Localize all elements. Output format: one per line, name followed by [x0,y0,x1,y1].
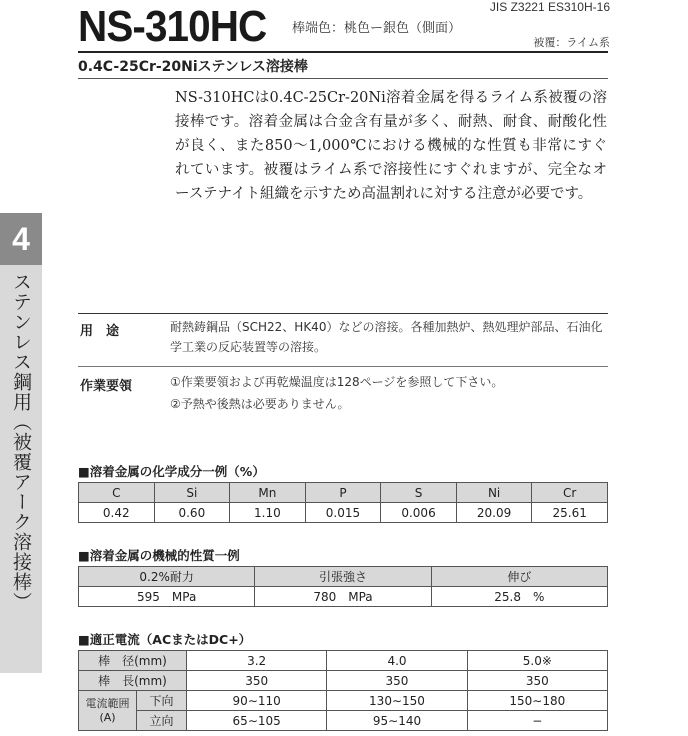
chem-value-cell: 0.015 [305,503,381,523]
length-label: 棒 長(mm) [79,671,187,691]
mech-value-cell: 595 MPa [79,587,255,607]
diameter-row [79,651,608,671]
usage-text: 耐熱鋳鋼品（SCH22、HK40）などの溶接。各種加熱炉、熱処理炉部品、石油化学工業の反応装置等の溶接。 [170,320,603,354]
chem-value-cell: 0.42 [79,503,155,523]
procedure-label: 作業要領 [80,379,133,394]
chem-value-cell: 25.61 [532,503,608,523]
intro-paragraph: NS-310HCは0.4C-25Cr-20Ni溶着金属を得るライム系被覆の溶接棒です。溶着金属は合金含有量が多く、耐熱、耐食、耐酸化性が良く、また850～1,000℃における機械的な性質も非常にすぐれています。被覆はライム系で溶接性にすぐれますが、完全なオーステナイト組織を示すため高温割れに対する注意が必要です。 [175,90,607,202]
mech-value-cell: 25.8 % [431,587,607,607]
jis-standard: JIS Z3221 ES310H-16 [489,0,610,14]
length-cell: 350 [467,671,607,691]
flat-current-cell: 150∼180 [467,691,607,711]
mech-table [78,566,608,607]
chem-header-cell: C [79,483,155,503]
product-subtitle: 0.4C-25Cr-20Niステンレス溶接棒 [78,59,308,75]
mech-header-cell: 伸び [431,567,607,587]
vertical-current-cell: 95∼140 [327,711,467,731]
vertical-current-cell: 65∼105 [187,711,327,731]
chem-header-cell: S [381,483,457,503]
flat-position-label: 下向 [137,691,187,711]
current-table [78,650,608,731]
chem-header-cell: Cr [532,483,608,503]
diameter-cell: 4.0 [327,651,467,671]
current-section-title: ■適正電流（ACまたはDC+） [78,632,252,647]
procedure-item-2: ②予熱や後熱は必要ありません。 [170,397,350,411]
length-cell: 350 [327,671,467,691]
flat-current-row [79,691,608,711]
chem-value-cell: 1.10 [230,503,306,523]
usage-label: 用 途 [80,324,120,339]
tip-color-note: 棒端色：桃色ー銀色（側面） [292,21,462,36]
mech-value-cell: 780 MPa [255,587,431,607]
mech-value-row [79,587,608,607]
chem-table [78,482,608,523]
header-rule [78,51,608,53]
chem-value-cell: 20.09 [456,503,532,523]
length-row [79,671,608,691]
chem-header-cell: Si [154,483,230,503]
diameter-cell: 3.2 [187,651,327,671]
length-cell: 350 [187,671,327,691]
diameter-cell: 5.0※ [467,651,607,671]
procedure-item-1: ①作業要領および再乾燥温度は128ページを参照して下さい。 [170,375,504,389]
chem-section-title: ■溶着金属の化学成分一例（%） [78,464,265,479]
usage-top-rule [78,313,608,314]
flat-current-cell: 130∼150 [327,691,467,711]
diameter-label: 棒 径(mm) [79,651,187,671]
chapter-label: ステンレス鋼用（被覆アーク溶接棒） [10,272,32,612]
mech-section-title: ■溶着金属の機械的性質一例 [78,548,240,563]
vertical-current-cell: − [467,711,607,731]
current-range-label: 電流範囲(A) [79,691,137,731]
chem-value-row [79,503,608,523]
flat-current-cell: 90∼110 [187,691,327,711]
chem-header-cell: Mn [230,483,306,503]
chem-value-cell: 0.60 [154,503,230,523]
chem-header-cell: P [305,483,381,503]
product-model-title: NS-310HC [78,2,267,51]
vertical-position-label: 立向 [137,711,187,731]
chem-value-cell: 0.006 [381,503,457,523]
subtitle-rule [78,78,608,79]
chem-header-cell: Ni [456,483,532,503]
chem-header-row [79,483,608,503]
usage-bottom-rule [78,366,608,367]
mech-header-cell: 引張強さ [255,567,431,587]
coating-type: 被覆：ライム系 [533,36,610,49]
vertical-current-row [79,711,608,731]
chapter-number: 4 [0,213,42,265]
mech-header-cell: 0.2%耐力 [79,567,255,587]
mech-header-row [79,567,608,587]
